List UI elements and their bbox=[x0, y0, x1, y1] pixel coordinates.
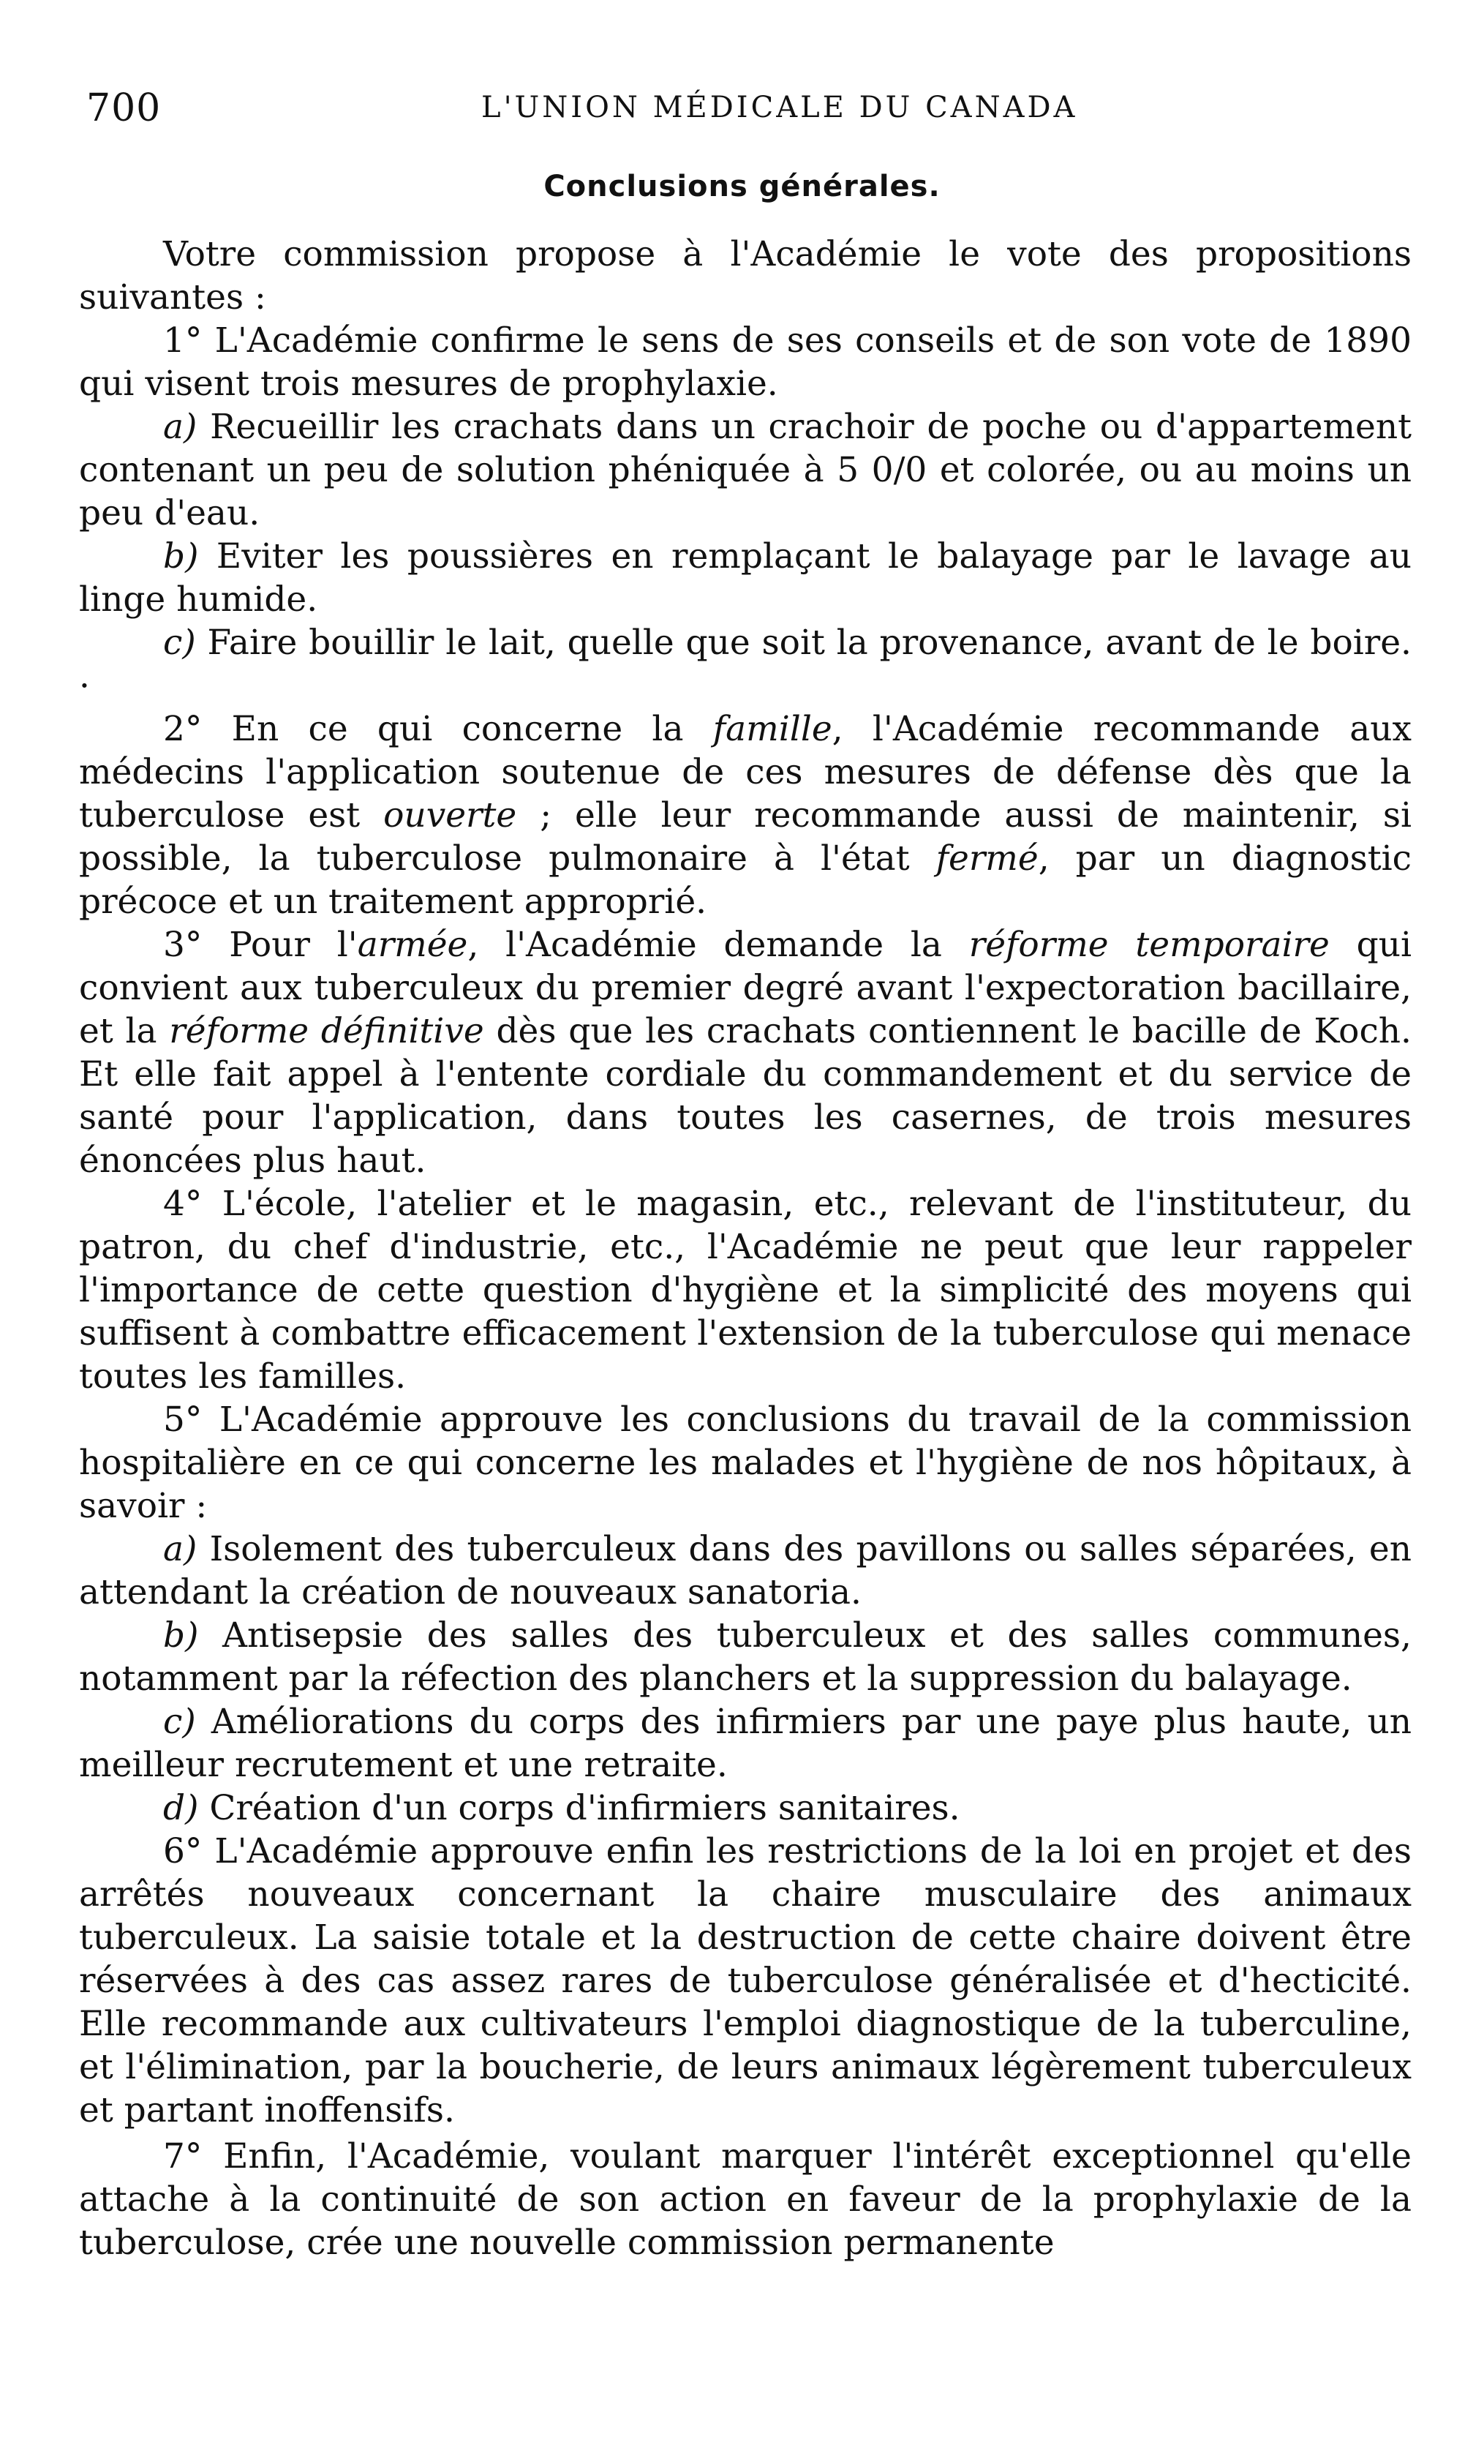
item-letter: b) bbox=[163, 536, 199, 576]
paragraph-7 bbox=[79, 2135, 1412, 2264]
item-letter: c) bbox=[163, 623, 196, 663]
text-run: , par un diagnostic précoce et un traitement approprié. bbox=[79, 838, 1412, 922]
text-run: dès que les crachats contiennent le bacille de Koch. Et elle fait appel à l'entente cordiale du commandement et du service de santé pour l'application, dans toutes les casernes, de trois mesures énoncées plus haut. bbox=[79, 1011, 1412, 1181]
paragraph-5 bbox=[79, 1398, 1412, 1528]
paragraph-text: Améliorations du corps des infirmiers par une paye plus haute, un meilleur recrutement et une retraite. bbox=[79, 1702, 1412, 1785]
italic-run: réforme temporaire bbox=[968, 925, 1330, 965]
paragraph-text: Création d'un corps d'infirmiers sanitaires. bbox=[198, 1788, 960, 1828]
paragraph-text: 5° L'Académie approuve les conclusions du travail de la commission hospitalière en ce qui concerne les malades et l'hygiène de nos hôpitaux, à savoir : bbox=[79, 1400, 1412, 1526]
text-run: 2° En ce qui concerne la bbox=[163, 709, 713, 749]
body-text bbox=[79, 233, 1412, 2264]
paragraph-3 bbox=[79, 923, 1412, 1182]
paragraph-text: Recueillir les crachats dans un crachoir de poche ou d'appartement contenant un peu de solution phéniquée à 5 0/0 et colorée, ou au moins un peu d'eau. bbox=[79, 407, 1412, 533]
item-letter: a) bbox=[163, 407, 197, 447]
text-run: qui convient aux tuberculeux du premier degré avant l'expectoration bacillaire, et la bbox=[79, 925, 1412, 1051]
paragraph-text: Eviter les poussières en remplaçant le balayage par le lavage au linge humide. bbox=[79, 536, 1412, 620]
italic-run: réforme définitive bbox=[169, 1011, 484, 1051]
paragraph-5d bbox=[79, 1787, 1412, 1830]
paragraph-1a bbox=[79, 405, 1412, 535]
paragraph-text: Antisepsie des salles des tuberculeux et des salles communes, notamment par la réfection des planchers et la suppression du balayage. bbox=[79, 1615, 1412, 1699]
section-title: Conclusions générales. bbox=[543, 170, 941, 203]
text-run: 3° Pour l' bbox=[163, 925, 358, 965]
paragraph-text: Faire bouillir le lait, quelle que soit la provenance, avant de le boire. · bbox=[79, 623, 1412, 706]
item-letter: d) bbox=[163, 1788, 199, 1828]
paragraph-5b bbox=[79, 1614, 1412, 1700]
paragraph-text: 1° L'Académie confirme le sens de ses conseils et de son vote de 1890 qui visent trois mesures de prophylaxie. bbox=[79, 320, 1412, 404]
item-letter: b) bbox=[163, 1615, 199, 1656]
paragraph-2 bbox=[79, 707, 1412, 923]
paragraph-intro bbox=[79, 233, 1412, 319]
paragraph-text: Isolement des tuberculeux dans des pavillons ou salles séparées, en attendant la création de nouveaux sanatoria. bbox=[79, 1529, 1412, 1612]
paragraph-text: 7° Enfin, l'Académie, voulant marquer l'intérêt exceptionnel qu'elle attache à la continuité de son action en faveur de la prophylaxie de la tuberculose, crée une nouvelle commission permanente bbox=[79, 2136, 1412, 2263]
paragraph-1c bbox=[79, 621, 1412, 707]
journal-title: L'UNION MÉDICALE DU CANADA bbox=[481, 91, 1078, 124]
item-letter: a) bbox=[163, 1529, 197, 1569]
paragraph-text: Votre commission propose à l'Académie le vote des propositions suivantes : bbox=[79, 234, 1412, 318]
paragraph-4 bbox=[79, 1182, 1412, 1398]
running-head bbox=[86, 86, 1403, 138]
italic-run: famille bbox=[712, 709, 832, 749]
text-run: , l'Académie recommande aux médecins l'application soutenue de ces mesures de défense dès que la tuberculose est bbox=[79, 709, 1412, 835]
paragraph-5a bbox=[79, 1528, 1412, 1614]
italic-run: armée bbox=[357, 925, 468, 965]
italic-run: fermé bbox=[935, 838, 1039, 879]
italic-run: ouverte bbox=[383, 795, 517, 835]
paragraph-1b bbox=[79, 535, 1412, 621]
paragraph-text: 4° L'école, l'atelier et le magasin, etc., relevant de l'instituteur, du patron, du chef d'industrie, etc., l'Académie ne peut que leur rappeler l'importance de cette question d'hygiène et la simplicité des moyens qui suffisent à combattre efficacement l'extension de la tuberculose qui menace toutes les familles. bbox=[79, 1184, 1412, 1397]
page-number: 700 bbox=[86, 86, 162, 130]
item-letter: c) bbox=[163, 1702, 196, 1742]
text-run: ; elle leur recommande aussi de maintenir, si possible, la tuberculose pulmonaire à l'état bbox=[79, 795, 1412, 879]
paragraph-5c bbox=[79, 1700, 1412, 1787]
paragraph-6 bbox=[79, 1830, 1412, 2132]
text-run: , l'Académie demande la bbox=[467, 925, 969, 965]
paragraph-1 bbox=[79, 319, 1412, 405]
paragraph-text: 6° L'Académie approuve enfin les restrictions de la loi en projet et des arrêtés nouveaux concernant la chaire musculaire des animaux tuberculeux. La saisie totale et la destruction de cette chaire doivent être réservées à des cas assez rares de tuberculose généralisée et d'hecticité. Elle recommande aux cultivateurs l'emploi diagnostique de la tuberculine, et l'élimination, par la boucherie, de leurs animaux légèrement tuberculeux et partant inoffensifs. bbox=[79, 1831, 1412, 2130]
